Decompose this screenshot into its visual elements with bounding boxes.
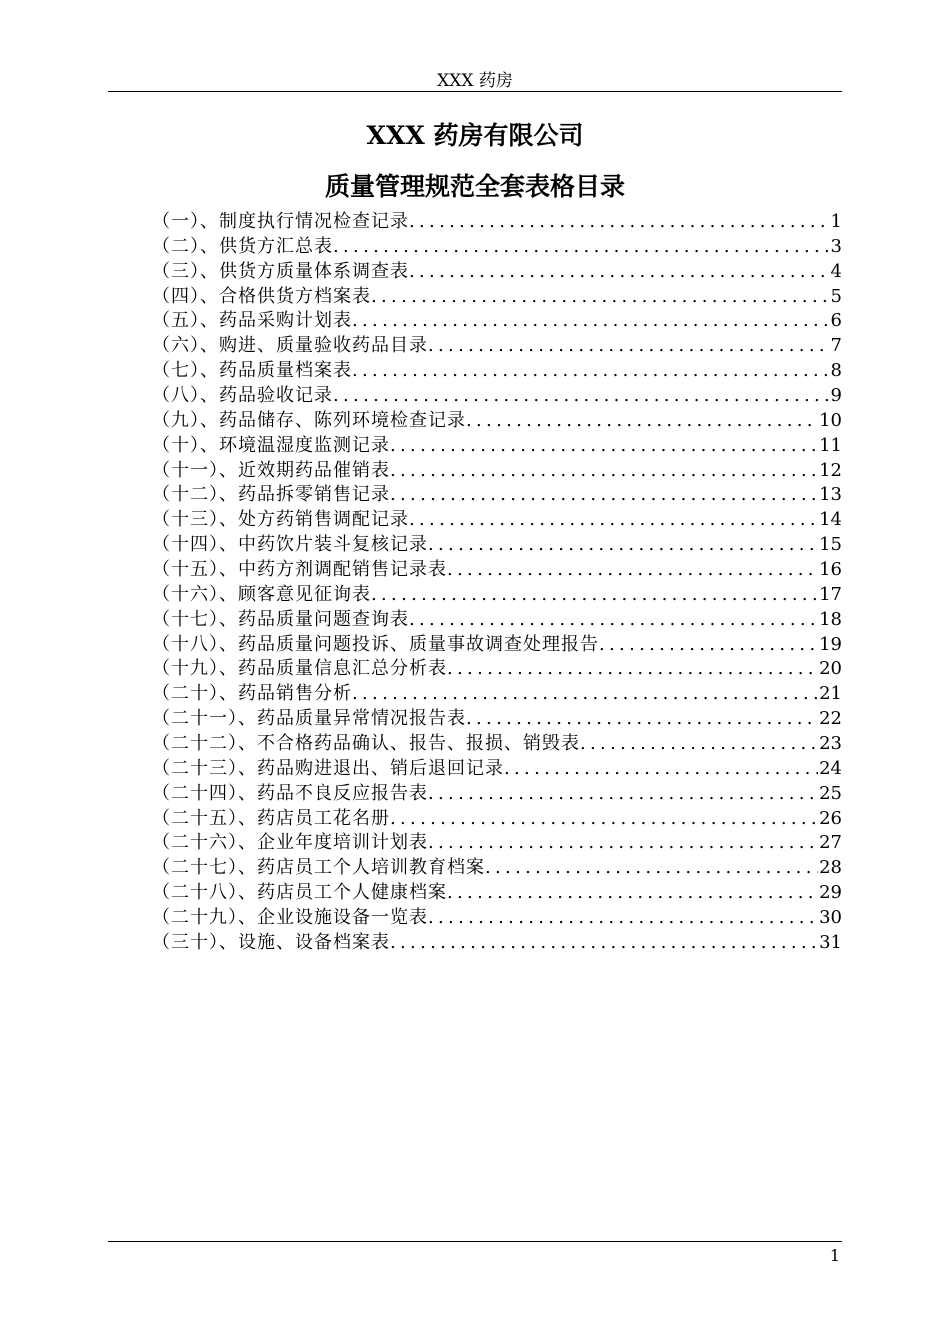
toc-entry-page-number: 19 [819, 633, 842, 655]
toc-entry-page-number: 11 [819, 434, 842, 456]
toc-entry-page-number: 28 [819, 857, 842, 879]
toc-entry[interactable] [152, 757, 842, 782]
toc-entry-page-number: 17 [819, 583, 842, 605]
toc-entry-label: （二十五）、药店员工花名册 [152, 807, 390, 829]
toc-entry[interactable] [152, 483, 842, 508]
toc-entry[interactable] [152, 657, 842, 682]
toc-entry-label: （二十三）、药品购进退出、销后退回记录 [152, 757, 504, 779]
toc-entry[interactable] [152, 807, 842, 832]
toc-dot-leader [447, 558, 818, 583]
toc-entry-label: （五）、药品采购计划表 [152, 310, 352, 332]
toc-dot-leader [580, 732, 818, 757]
toc-entry-page-number: 7 [830, 335, 842, 357]
toc-dot-leader [428, 533, 818, 558]
toc-dot-leader [428, 334, 830, 359]
toc-dot-leader [390, 459, 818, 484]
toc-entry[interactable] [152, 533, 842, 558]
toc-entry-label: （三）、供货方质量体系调查表 [152, 260, 409, 282]
toc-dot-leader [409, 260, 830, 285]
toc-entry-page-number: 10 [819, 409, 842, 431]
document-title: XXX 药房有限公司 [366, 121, 584, 150]
toc-entry[interactable] [152, 285, 842, 310]
toc-dot-leader [371, 583, 818, 608]
toc-entry-label: （十）、环境温湿度监测记录 [152, 434, 390, 456]
toc-dot-leader [504, 757, 818, 782]
toc-entry-page-number: 16 [819, 559, 842, 581]
toc-entry-label: （二十四）、药品不良反应报告表 [152, 782, 428, 804]
toc-dot-leader [352, 682, 818, 707]
toc-entry[interactable] [152, 856, 842, 881]
toc-entry[interactable] [152, 931, 842, 956]
toc-entry-page-number: 23 [819, 733, 842, 755]
toc-entry-page-number: 15 [819, 534, 842, 556]
toc-entry[interactable] [152, 682, 842, 707]
toc-entry[interactable] [152, 782, 842, 807]
toc-entry-page-number: 12 [819, 459, 842, 481]
toc-entry[interactable] [152, 732, 842, 757]
toc-entry-page-number: 22 [819, 708, 842, 730]
toc-entry-page-number: 25 [819, 782, 842, 804]
toc-entry[interactable] [152, 508, 842, 533]
toc-dot-leader [428, 906, 818, 931]
toc-dot-leader [409, 608, 818, 633]
toc-entry-label: （十二）、药品拆零销售记录 [152, 484, 390, 506]
document-subtitle: 质量管理规范全套表格目录 [324, 172, 625, 201]
table-of-contents [152, 210, 842, 956]
page-header: XXX 药房 [437, 71, 513, 91]
header-divider [108, 91, 842, 92]
toc-dot-leader [352, 359, 830, 384]
toc-dot-leader [371, 285, 830, 310]
toc-entry-label: （二十六）、企业年度培训计划表 [152, 832, 428, 854]
toc-entry-page-number: 9 [830, 385, 842, 406]
toc-dot-leader [390, 434, 818, 459]
toc-dot-leader [409, 210, 830, 235]
toc-dot-leader [333, 384, 830, 409]
toc-entry-label: （一）、制度执行情况检查记录 [152, 210, 409, 232]
toc-entry-page-number: 24 [819, 757, 842, 779]
toc-entry[interactable] [152, 906, 842, 931]
toc-dot-leader [447, 657, 818, 682]
toc-entry-label: （十九）、药品质量信息汇总分析表 [152, 658, 447, 680]
toc-entry[interactable] [152, 384, 842, 409]
footer-page-number: 1 [829, 1246, 840, 1265]
toc-entry[interactable] [152, 558, 842, 583]
toc-entry-label: （四）、合格供货方档案表 [152, 285, 371, 307]
toc-entry[interactable] [152, 831, 842, 856]
toc-dot-leader [447, 881, 818, 906]
toc-entry-page-number: 1 [830, 210, 842, 232]
toc-dot-leader [390, 931, 818, 956]
toc-entry[interactable] [152, 459, 842, 484]
toc-entry-label: （三十）、设施、设备档案表 [152, 931, 390, 953]
toc-entry-label: （十一）、近效期药品催销表 [152, 459, 390, 481]
toc-entry-page-number: 21 [819, 683, 842, 705]
toc-entry-page-number: 31 [819, 931, 842, 953]
toc-entry[interactable] [152, 633, 842, 658]
toc-entry-page-number: 20 [819, 658, 842, 680]
toc-entry-page-number: 26 [819, 807, 842, 829]
toc-entry[interactable] [152, 608, 842, 633]
toc-dot-leader [409, 508, 818, 533]
toc-entry-page-number: 30 [819, 907, 842, 929]
footer-divider [108, 1241, 842, 1242]
toc-entry-label: （十三）、处方药销售调配记录 [152, 509, 409, 531]
toc-dot-leader [428, 782, 818, 807]
toc-entry-label: （八）、药品验收记录 [152, 385, 333, 406]
toc-entry-label: （二十二）、不合格药品确认、报告、报损、销毁表 [152, 733, 580, 755]
toc-entry-page-number: 27 [819, 832, 842, 854]
toc-entry[interactable] [152, 409, 842, 434]
toc-entry[interactable] [152, 359, 842, 384]
toc-entry-page-number: 29 [819, 882, 842, 904]
toc-entry-page-number: 13 [819, 484, 842, 506]
toc-entry[interactable] [152, 260, 842, 285]
toc-entry[interactable] [152, 583, 842, 608]
toc-dot-leader [485, 856, 818, 881]
toc-entry-label: （二十九）、企业设施设备一览表 [152, 907, 428, 929]
toc-entry-label: （十七）、药品质量问题查询表 [152, 608, 409, 630]
toc-entry-label: （二十一）、药品质量异常情况报告表 [152, 708, 466, 730]
toc-dot-leader [390, 483, 818, 508]
toc-entry[interactable] [152, 707, 842, 732]
toc-entry-label: （二十七）、药店员工个人培训教育档案 [152, 857, 485, 879]
toc-entry-page-number: 4 [830, 260, 842, 282]
toc-entry-label: （十四）、中药饮片装斗复核记录 [152, 534, 428, 556]
toc-entry-label: （二十）、药品销售分析 [152, 683, 352, 705]
toc-dot-leader [466, 409, 818, 434]
toc-entry-label: （六）、购进、质量验收药品目录 [152, 335, 428, 357]
toc-entry[interactable] [152, 334, 842, 359]
toc-entry-page-number: 18 [819, 608, 842, 630]
toc-entry-label: （十六）、顾客意见征询表 [152, 583, 371, 605]
toc-entry-page-number: 5 [830, 285, 842, 307]
toc-entry-label: （二十八）、药店员工个人健康档案 [152, 882, 447, 904]
toc-dot-leader [428, 831, 818, 856]
toc-entry-page-number: 6 [830, 310, 842, 332]
toc-entry-label: （十八）、药品质量问题投诉、质量事故调查处理报告 [152, 633, 599, 655]
toc-entry-label: （二）、供货方汇总表 [152, 235, 333, 257]
toc-dot-leader [333, 235, 830, 260]
toc-entry-page-number: 14 [819, 509, 842, 531]
toc-dot-leader [390, 807, 818, 832]
toc-entry-label: （十五）、中药方剂调配销售记录表 [152, 559, 447, 581]
toc-entry[interactable] [152, 210, 842, 235]
toc-dot-leader [466, 707, 818, 732]
toc-dot-leader [352, 309, 830, 334]
toc-entry-label: （七）、药品质量档案表 [152, 360, 352, 382]
toc-entry-page-number: 3 [830, 235, 842, 257]
toc-entry-label: （九）、药品储存、陈列环境检查记录 [152, 409, 466, 431]
toc-entry-page-number: 8 [830, 360, 842, 382]
toc-entry[interactable] [152, 881, 842, 906]
toc-entry[interactable] [152, 309, 842, 334]
toc-entry[interactable] [152, 434, 842, 459]
toc-entry[interactable] [152, 235, 842, 260]
toc-dot-leader [599, 633, 818, 658]
